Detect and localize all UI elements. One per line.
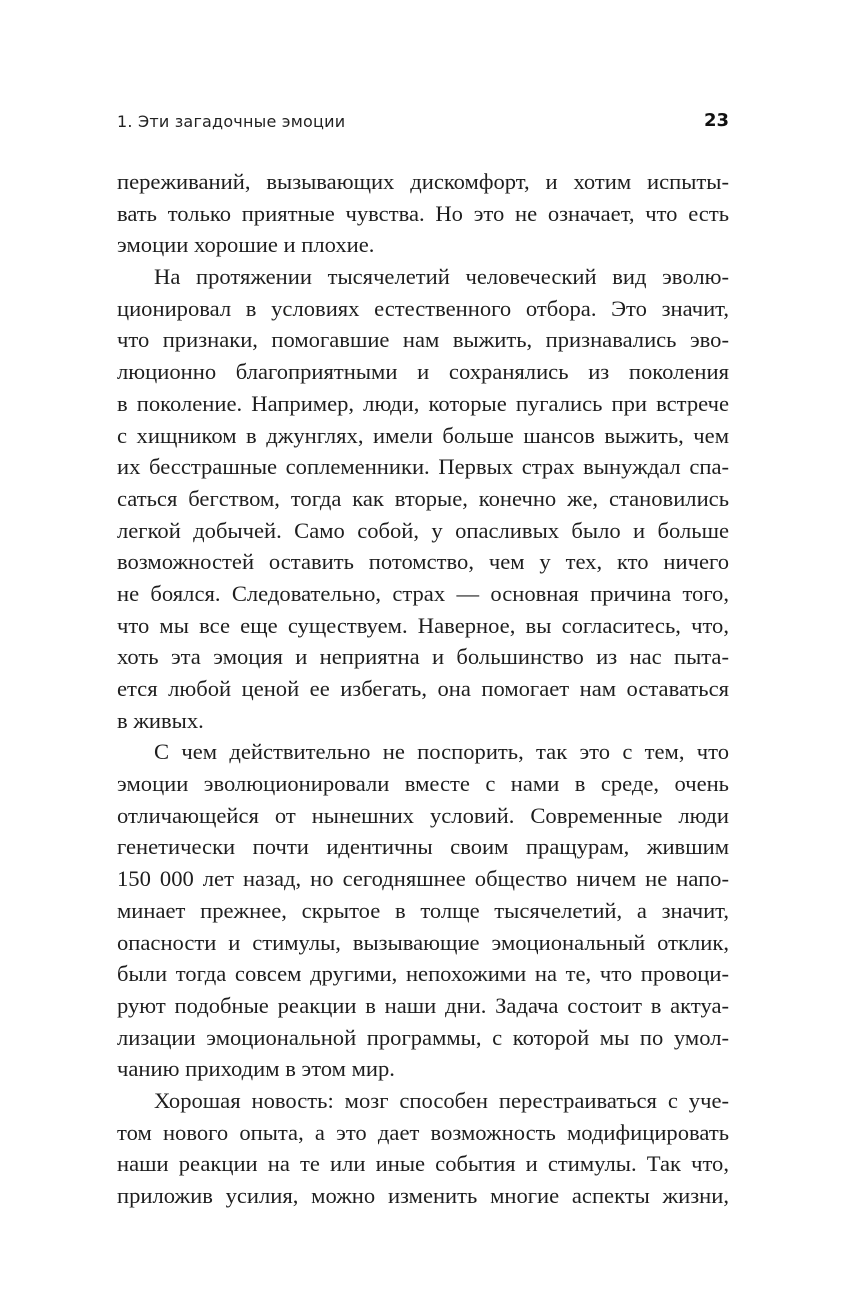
text-line: генетически почти идентичны своим пращурам, жившим <box>117 834 729 860</box>
text-line: возможностей оставить потомство, чем у тех, кто ничего <box>117 549 729 575</box>
page-number: 23 <box>703 110 729 131</box>
text-line: лизации эмоциональной программы, с которой мы по умол- <box>117 1024 729 1050</box>
text-line: люционно благоприятными и сохранялись из поколения <box>117 359 729 385</box>
text-line: 150 000 лет назад, но сегодняшнее общество ничем не напо- <box>117 866 729 892</box>
text-line: с хищником в джунглях, имели больше шансов выжить, чем <box>117 422 729 448</box>
body-text <box>117 166 729 1212</box>
text-line: руют подобные реакции в наши дни. Задача состоит в актуа- <box>117 992 729 1018</box>
text-line: переживаний, вызывающих дискомфорт, и хотим испыты- <box>117 169 729 194</box>
text-line: в живых. <box>117 707 204 733</box>
text-line: ется любой ценой ее избегать, она помогает нам оставаться <box>117 676 729 701</box>
text-line: приложив усилия, можно изменить многие аспекты жизни, <box>117 1183 729 1208</box>
text-line: эмоции хорошие и плохие. <box>117 232 375 258</box>
text-line: были тогда совсем другими, непохожими на те, что провоци- <box>117 961 729 987</box>
text-line: вать только приятные чувства. Но это не означает, что есть <box>117 200 729 226</box>
text-line: в поколение. Например, люди, которые пугались при встрече <box>117 390 729 416</box>
text-line: легкой добычей. Само собой, у опасливых было и больше <box>117 517 729 543</box>
text-line: том нового опыта, а это дает возможность модифицировать <box>117 1119 729 1145</box>
text-line: ционировал в условиях естественного отбора. Это значит, <box>117 295 729 321</box>
text-line: что признаки, помогавшие нам выжить, признавались эво- <box>117 327 729 353</box>
running-head <box>117 110 729 134</box>
text-line: минает прежнее, скрытое в толще тысячелетий, а значит, <box>117 897 729 923</box>
text-line: эмоции эволюционировали вместе с нами в среде, очень <box>117 771 729 797</box>
text-line: что мы все еще существуем. Наверное, вы согласитесь, что, <box>117 612 729 638</box>
text-line: опасности и стимулы, вызывающие эмоциональный отклик, <box>117 929 729 955</box>
text-line: Хорошая новость: мозг способен перестраиваться с уче- <box>154 1087 729 1113</box>
text-line: их бесстрашные соплеменники. Первых страх вынуждал спа- <box>117 454 729 480</box>
text-line: отличающейся от нынешних условий. Современные люди <box>117 802 729 828</box>
text-line: На протяжении тысячелетий человеческий вид эволю- <box>154 264 729 290</box>
text-line: С чем действительно не поспорить, так это с тем, что <box>154 739 729 765</box>
text-line: хоть эта эмоция и неприятна и большинство из нас пыта- <box>117 644 729 670</box>
chapter-title: 1. Эти загадочные эмоции <box>117 112 346 131</box>
text-line: не боялся. Следовательно, страх — основная причина того, <box>117 580 729 606</box>
text-line: саться бегством, тогда как вторые, конечно же, становились <box>117 485 729 511</box>
text-line: чанию приходим в этом мир. <box>117 1056 395 1082</box>
text-line: наши реакции на те или иные события и стимулы. Так что, <box>117 1151 729 1177</box>
